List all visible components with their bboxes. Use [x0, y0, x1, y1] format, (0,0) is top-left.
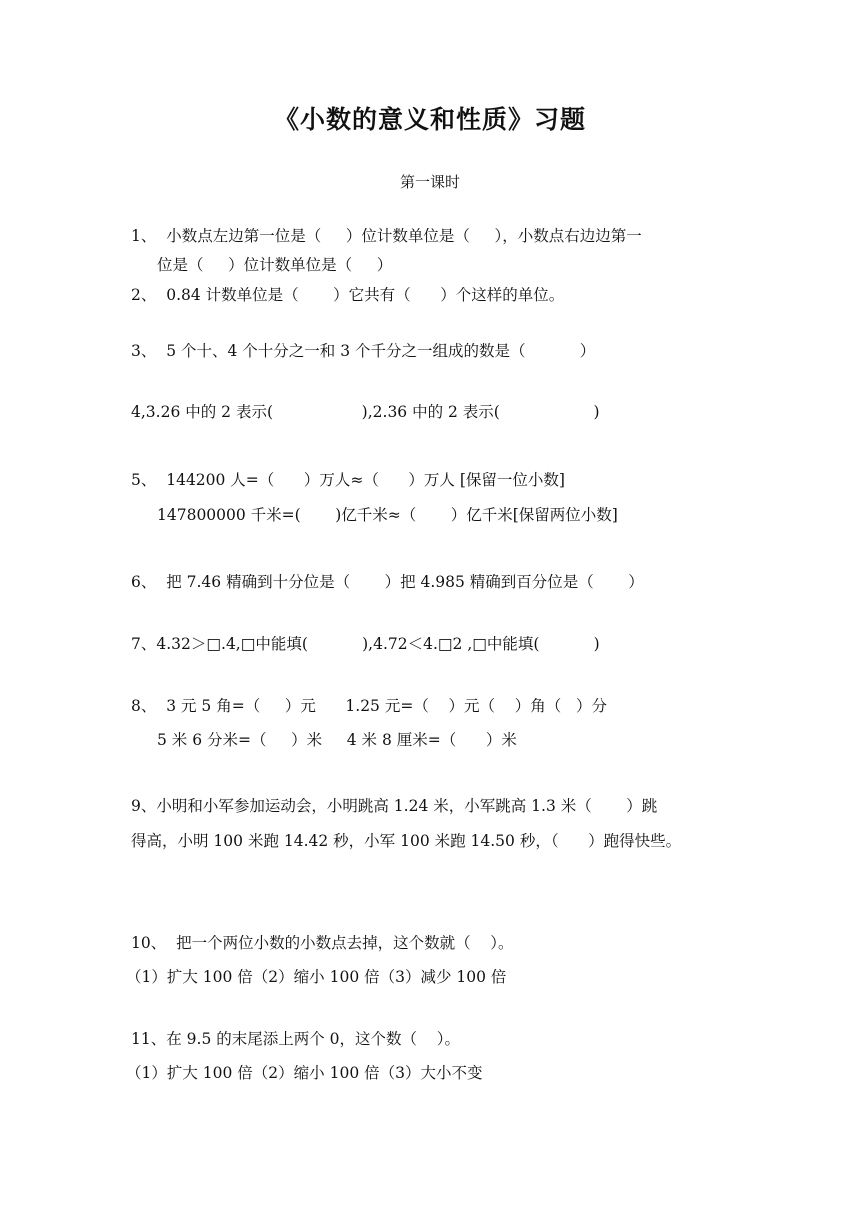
question-2: 2、 0.84 计数单位是（ ）它共有（ ）个这样的单位。 — [131, 286, 565, 304]
document-title: 《小数的意义和性质》习题 — [273, 105, 586, 134]
question-6: 6、 把 7.46 精确到十分位是（ ）把 4.985 精确到百分位是（ ） — [131, 573, 644, 591]
question-10-options: （1）扩大 100 倍（2）缩小 100 倍（3）减少 100 倍 — [126, 968, 507, 986]
question-11-options: （1）扩大 100 倍（2）缩小 100 倍（3）大小不变 — [126, 1064, 483, 1082]
question-11-line-1: 11、在 9.5 的末尾添上两个 0，这个数（ ）。 — [131, 1030, 460, 1048]
question-8-line-1: 8、 3 元 5 角=（ ）元 1.25 元=（ ）元（ ）角（ ）分 — [131, 697, 608, 715]
question-1-line-1: 1、 小数点左边第一位是（ ）位计数单位是（ ），小数点右边边第一 — [131, 227, 642, 245]
question-1-line-2: 位是（ ）位计数单位是（ ） — [157, 256, 393, 274]
question-10-line-1: 10、 把一个两位小数的小数点去掉，这个数就（ ）。 — [131, 934, 514, 952]
question-8-line-2: 5 米 6 分米=（ ）米 4 米 8 厘米=（ ）米 — [157, 731, 517, 749]
question-9-line-1: 9、小明和小军参加运动会，小明跳高 1.24 米，小军跳高 1.3 米（ ）跳 — [131, 797, 658, 815]
lesson-subtitle: 第一课时 — [399, 173, 460, 191]
question-5-line-1: 5、 144200 人=（ ）万人≈（ ）万人 [保留一位小数] — [131, 471, 565, 489]
question-7: 7、4.32＞□.4,□中能填( ),4.72＜4.□2 ,□中能填( ) — [131, 635, 600, 653]
question-9-line-2: 得高，小明 100 米跑 14.42 秒，小军 100 米跑 14.50 秒，（ ）跑得快些。 — [131, 832, 682, 850]
question-5-line-2: 147800000 千米=( )亿千米≈（ ）亿千米[保留两位小数] — [157, 506, 618, 524]
question-4: 4,3.26 中的 2 表示( ),2.36 中的 2 表示( ) — [131, 403, 600, 421]
question-3: 3、 5 个十、4 个十分之一和 3 个千分之一组成的数是（ ） — [131, 342, 596, 360]
